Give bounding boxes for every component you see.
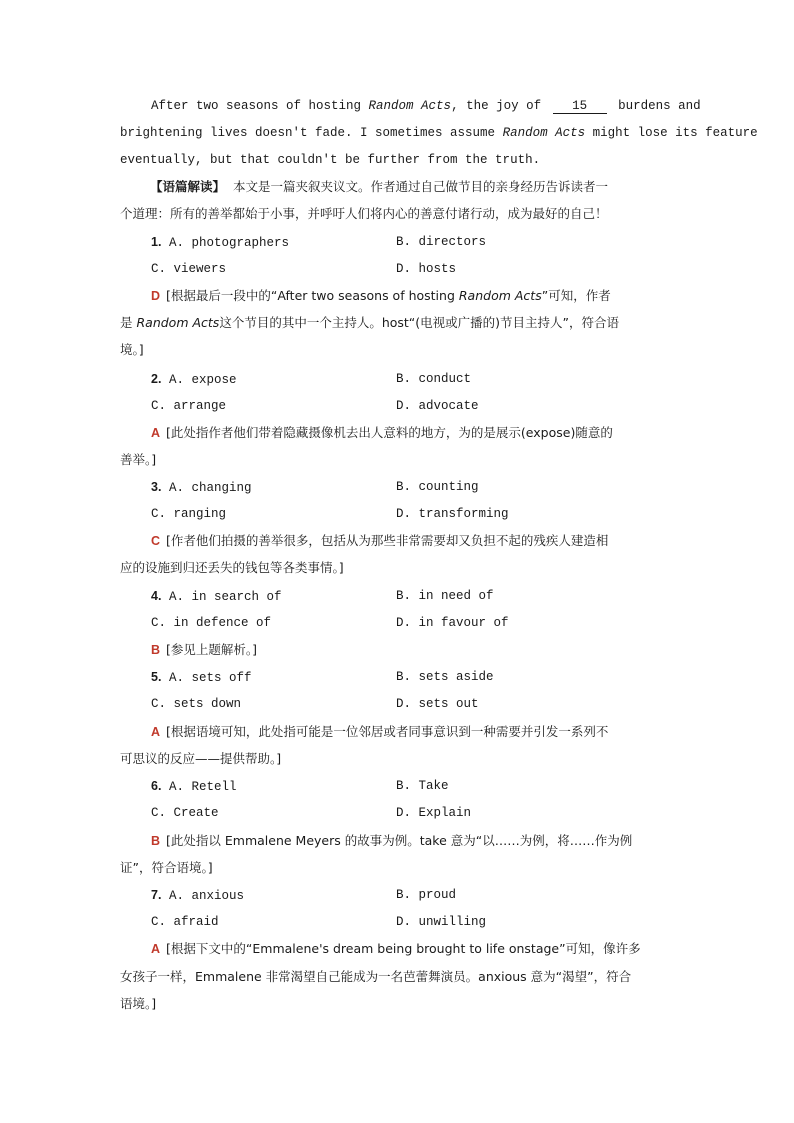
passage-text: brightening lives doesn't fade. I sometimes assume (120, 126, 503, 140)
explanation-text: [此处指作者他们带着隐藏摄像机去出人意料的地方，为的是展示(expose)随意的 (166, 425, 613, 440)
option-a: A. anxious (168, 889, 244, 903)
question-6-row-ab (151, 777, 236, 796)
program-title: Random Acts (458, 288, 542, 303)
explanation-text: [根据最后一段中的“After two seasons of hosting (166, 288, 459, 303)
question-1-row-ab (151, 233, 289, 252)
analysis-line-2: 个道理：所有的善举都始于小事，并呼吁人们将内心的善意付诸行动，成为最好的自己！ (120, 206, 608, 221)
option-a: A. Retell (168, 780, 237, 794)
explanation-7-line-1 (151, 940, 641, 958)
passage-line-3: eventually, but that couldn't be further from the truth. (120, 153, 541, 167)
option-d: D. Explain (396, 806, 472, 820)
option-c: C. ranging (151, 507, 227, 521)
option-d: D. in favour of (396, 616, 509, 630)
option-c: C. Create (151, 806, 219, 820)
answer-letter: B (151, 834, 161, 848)
blank-15: 15 (553, 99, 607, 114)
explanation-2-line-2: 善举。] (120, 452, 157, 467)
option-a: A. sets off (168, 671, 252, 685)
option-b: B. in need of (396, 589, 494, 603)
explanation-text: ”可知，作者 (541, 288, 611, 303)
program-title: Random Acts (368, 99, 452, 113)
explanation-1-line-1 (151, 287, 611, 305)
explanation-text: [根据语境可知，此处指可能是一位邻居或者同事意识到一种需要并引发一系列不 (166, 724, 609, 739)
option-b: B. sets aside (396, 670, 494, 684)
explanation-2-line-1 (151, 424, 613, 442)
option-d: D. hosts (396, 262, 457, 276)
passage-text: burdens and (610, 99, 701, 113)
answer-letter: A (151, 426, 161, 440)
explanation-3-line-1 (151, 532, 608, 550)
option-a: A. photographers (168, 236, 289, 250)
passage-line-2 (120, 124, 758, 142)
program-title: Random Acts (136, 315, 220, 330)
explanation-3-line-2: 应的设施到归还丢失的钱包等各类事情。] (120, 560, 344, 575)
explanation-5-line-2: 可思议的反应——提供帮助。] (120, 751, 282, 766)
explanation-text: [此处指以 Emmalene Meyers 的故事为例。take 意为“以……为例，将……作为例 (166, 833, 633, 848)
explanation-1-line-2 (120, 314, 619, 332)
explanation-7-line-2: 女孩子一样，Emmalene 非常渴望自己能成为一名芭蕾舞演员。anxious 意为“渴望”，符合 (120, 969, 632, 984)
option-c: C. in defence of (151, 616, 272, 630)
option-d: D. transforming (396, 507, 509, 521)
passage-text: might lose its feature (585, 126, 758, 140)
answer-letter: A (151, 942, 161, 956)
explanation-text: 是 (120, 315, 137, 330)
question-3-row-ab (151, 478, 251, 497)
analysis-text: 本文是一篇夹叙夹议文。作者通过自己做节目的亲身经历告诉读者一 (232, 179, 608, 194)
option-b: B. proud (396, 888, 457, 902)
passage-text: , the joy of (451, 99, 549, 113)
option-b: B. conduct (396, 372, 472, 386)
explanation-1-line-3: 境。] (120, 342, 144, 357)
option-c: C. sets down (151, 697, 242, 711)
explanation-6-line-1 (151, 832, 632, 850)
question-7-row-ab (151, 886, 244, 905)
passage-line-1 (151, 97, 701, 115)
explanation-text: 这个节目的其中一个主持人。host“(电视或广播的)节目主持人”，符合语 (219, 315, 620, 330)
question-number: 3. (151, 480, 162, 494)
answer-letter: A (151, 725, 161, 739)
question-number: 1. (151, 235, 162, 249)
explanation-text: [根据下文中的“Emmalene's dream being brought to life onstage”可知，像许多 (166, 941, 641, 956)
option-a: A. changing (168, 481, 252, 495)
program-title: Random Acts (502, 126, 586, 140)
explanation-4-line-1 (151, 641, 257, 659)
passage-text: After two seasons of hosting (151, 99, 369, 113)
question-number: 4. (151, 589, 162, 603)
question-number: 5. (151, 670, 162, 684)
answer-letter: B (151, 643, 161, 657)
explanation-6-line-2: 证”，符合语境。] (120, 860, 213, 875)
question-number: 2. (151, 372, 162, 386)
explanation-text: [作者他们拍摄的善举很多，包括从为那些非常需要却又负担不起的残疾人建造相 (166, 533, 609, 548)
analysis-line-1 (150, 178, 608, 196)
answer-letter: C (151, 534, 161, 548)
option-c: C. arrange (151, 399, 227, 413)
answer-letter: D (151, 289, 161, 303)
question-5-row-ab (151, 668, 251, 687)
option-d: D. unwilling (396, 915, 487, 929)
explanation-text: [参见上题解析。] (166, 642, 258, 657)
option-a: A. in search of (168, 590, 282, 604)
question-2-row-ab (151, 370, 236, 389)
analysis-label: 【语篇解读】 (150, 179, 226, 194)
explanation-7-line-3: 语境。] (120, 996, 157, 1011)
option-d: D. sets out (396, 697, 479, 711)
question-4-row-ab (151, 587, 281, 606)
option-b: B. directors (396, 235, 487, 249)
explanation-5-line-1 (151, 723, 608, 741)
option-c: C. viewers (151, 262, 227, 276)
option-b: B. counting (396, 480, 479, 494)
question-number: 7. (151, 888, 162, 902)
option-d: D. advocate (396, 399, 479, 413)
option-c: C. afraid (151, 915, 219, 929)
option-b: B. Take (396, 779, 449, 793)
option-a: A. expose (168, 373, 237, 387)
question-number: 6. (151, 779, 162, 793)
